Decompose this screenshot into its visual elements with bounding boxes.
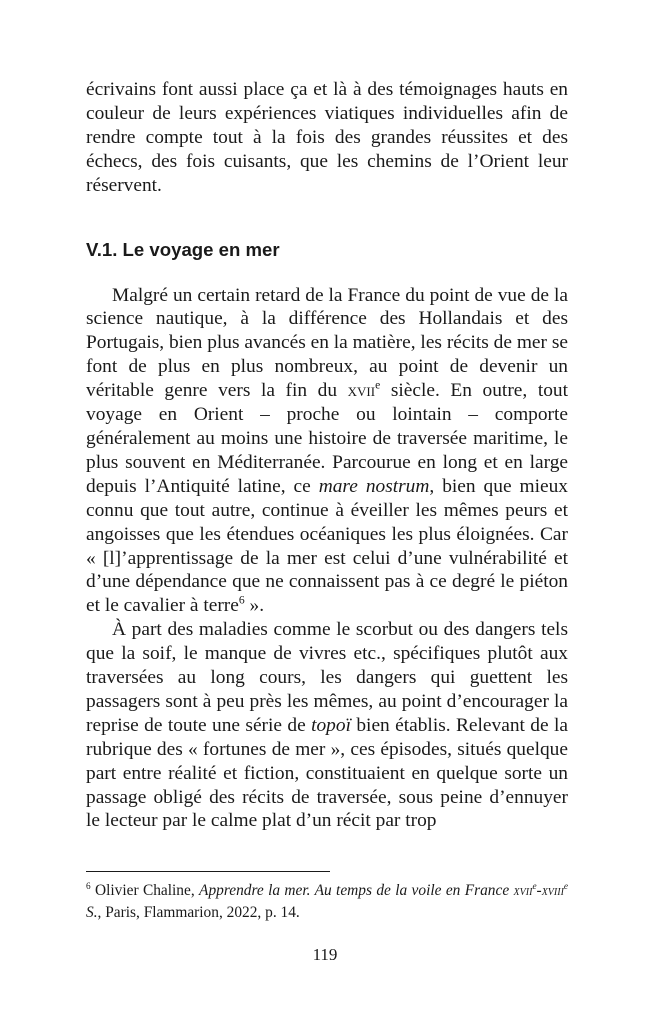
century-superscript: e: [375, 378, 381, 392]
intro-paragraph: écrivains font aussi place ça et là à des témoignages hauts en couleur de leurs expériences viatiques individuelles afin de rendre compte tout à la fois des grandes réussites et des échecs, des fois cuisants, que les chemins de l’Orient leur réservent.: [86, 79, 568, 196]
footnote-divider: [86, 871, 330, 872]
para1-text-b: siècle. En outre, tout voyage en Orient – proche ou lointain – comporte généralement au moins une histoire de traversée maritime, le plus souvent en Méditerranée. Parcourue en long et en large depuis l’Antiquité latine, ce: [86, 380, 568, 497]
footnote-author: Olivier Chaline,: [90, 882, 200, 899]
para2-text-b: bien établis. Relevant de la rubrique des « fortunes de mer », ces épisodes, situés quelque part entre réalité et fiction, constituaient en quelque sorte un passage obligé des récits de traversée, sous peine d’ennuyer le lecteur par le calme plat d’un récit par trop: [86, 714, 568, 832]
footnote-reference: 6: [238, 593, 245, 607]
para1-text-c: , bien que mieux connu que tout autre, continue à éveiller les mêmes peurs et angoisses que les étendues océaniques les plus éloignées. Car « [l]’apprentissage de la mer est celui d’une vulnérabilité et d’une dépendance que ne connaissent pas à ce degré le piéton et le cavalier à terre: [86, 475, 568, 617]
footnote-century-2-sup: e: [563, 880, 569, 891]
para1-text-a: Malgré un certain retard de la France du point de vue de la science nautique, à la différence des Hollandais et des Portugais, bien plus avancés en la matière, les récits de mer se font de plus en plus nombreux, au point de devenir un véritable genre vers la fin du: [86, 284, 568, 402]
footnote-title-b: S.: [86, 904, 98, 921]
body-paragraph-2: [86, 618, 568, 833]
page-number: 119: [312, 945, 338, 964]
footnote-century-1-sup: e: [532, 880, 537, 891]
para2-text-a: À part des maladies comme le scorbut ou des dangers tels que la soif, le manque de vivres etc., spécifiques plutôt aux traversées au long cours, les dangers qui guettent les passagers sont à peu près les mêmes, au point d’encourager la reprise de toute une série de: [86, 619, 568, 736]
para1-text-d: ».: [244, 595, 265, 617]
section-heading: V.1. Le voyage en mer: [86, 238, 280, 260]
footnote-publication: , Paris, Flammarion, 2022, p. 14.: [97, 904, 300, 921]
footnote-century-2: xviii: [541, 883, 564, 899]
footnote-century-1: xvii: [513, 883, 533, 899]
italic-term-topoi: topoï: [311, 714, 351, 736]
footnote-number: 6: [86, 880, 91, 891]
body-paragraph-1: [86, 284, 568, 619]
footnote-title-a: Apprendre la mer. Au temps de la voile en France: [199, 882, 514, 899]
page-body: [86, 78, 568, 833]
footnote-dash: -: [536, 882, 542, 899]
italic-term-mare-nostrum: mare nostrum: [318, 475, 430, 497]
century-numeral: xvii: [347, 380, 376, 401]
footnote: [86, 880, 568, 923]
